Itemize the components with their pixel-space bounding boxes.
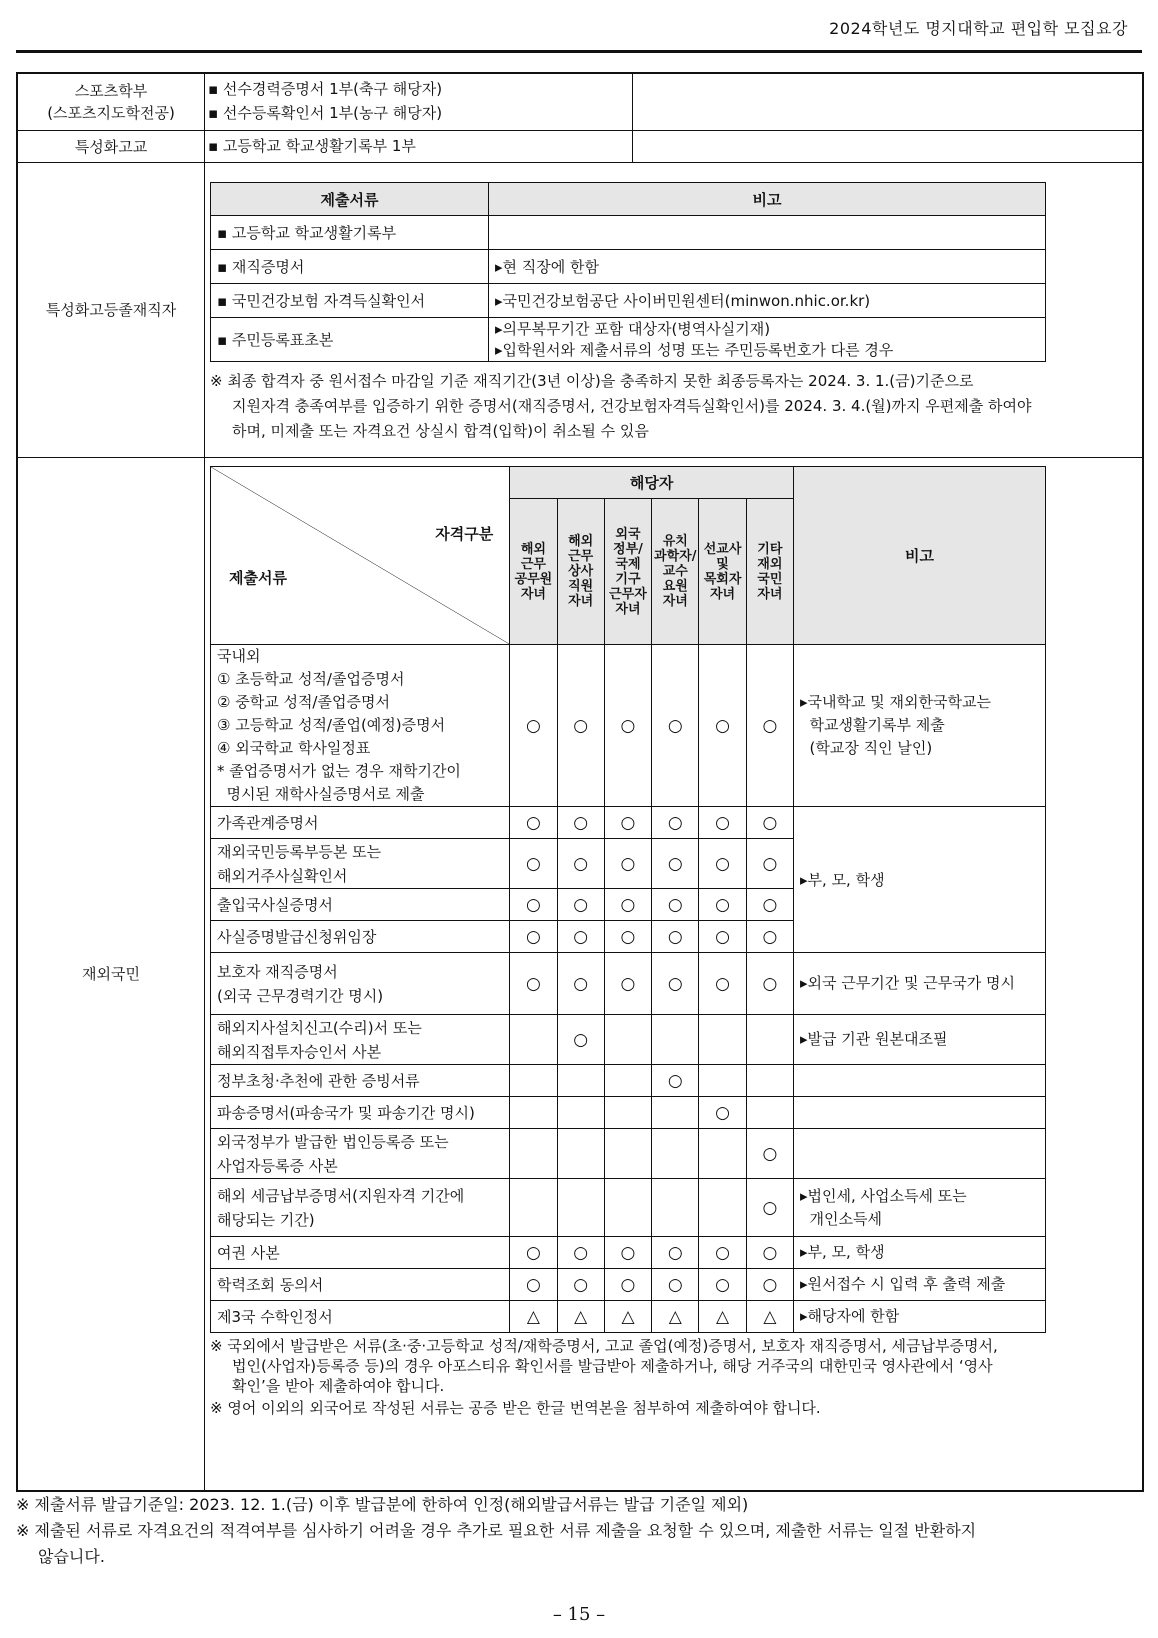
mark-cell	[557, 1129, 604, 1179]
mark-cell: ○	[604, 1237, 651, 1269]
mark-cell: ○	[746, 1269, 793, 1301]
overseas-notice-1a: ※ 국외에서 발급받은 서류(초·중·고등학교 성적/재학증명서, 고교 졸업(예정)증명서, 보호자 재직증명서, 세금납부증명서,	[210, 1337, 998, 1355]
mark-cell	[604, 1129, 651, 1179]
doc-cell	[211, 839, 510, 889]
mark-cell: ○	[510, 921, 557, 953]
column-header-line: 상사	[568, 564, 594, 579]
mark-cell: ○	[746, 1237, 793, 1269]
mark-cell: △	[604, 1301, 651, 1333]
overseas-notice-1b: 법인(사업자)등록증 등)의 경우 아포스티유 확인서를 발급받아 제출하거나, 해당 거주국의 대한민국 영사관에서 ‘영사	[232, 1357, 993, 1375]
table-cell-doc: ▪ 국민건강보험 자격득실확인서	[211, 284, 489, 318]
mark-cell: ○	[510, 1237, 557, 1269]
note-cell	[794, 1129, 1046, 1179]
row-label-sports	[18, 74, 204, 130]
column-header-line: 자녀	[757, 586, 783, 602]
column-header-line: 기구	[615, 571, 641, 587]
note-cell	[794, 645, 1046, 807]
diagonal-top-label: 자격구분	[435, 525, 494, 543]
overseas-table	[210, 466, 1046, 1333]
mark-cell	[557, 1065, 604, 1097]
doc-line: ④ 외국학교 학사일정표	[217, 739, 371, 757]
table-row	[211, 645, 1046, 807]
table-row	[211, 1179, 1046, 1237]
mark-cell: ○	[746, 839, 793, 889]
column-header-line: 자녀	[662, 594, 688, 609]
overseas-label: 재외국민	[82, 965, 140, 983]
mark-cell	[746, 1015, 793, 1065]
column-divider	[204, 74, 205, 1490]
column-header-line: 해외	[520, 541, 546, 557]
column-header-line: 근무	[520, 556, 546, 572]
mark-cell	[604, 1015, 651, 1065]
mark-cell: ○	[699, 1097, 746, 1129]
sports-divider	[632, 74, 633, 162]
overseas-notice-2: ※ 영어 이외의 외국어로 작성된 서류는 공증 받은 한글 번역본을 첨부하여 제출하여야 합니다.	[210, 1399, 821, 1417]
special-worker-table	[210, 182, 1046, 362]
doc-line: 여권 사본	[217, 1243, 280, 1262]
doc-line: 국내외	[217, 647, 261, 665]
table-cell-note: ▸현 직장에 한함	[489, 250, 1046, 284]
column-header-line: 유치	[662, 534, 688, 549]
doc-line: 해외직접투자승인서 사본	[217, 1042, 382, 1061]
special-label: 특성화고교	[74, 137, 148, 156]
column-header	[557, 499, 604, 645]
mark-cell: ○	[652, 953, 699, 1015]
table-row	[211, 1065, 1046, 1097]
doc-line: (외국 근무경력기간 명시)	[217, 986, 384, 1005]
mark-cell	[510, 1179, 557, 1237]
table-cell-doc: ▪ 고등학교 학교생활기록부	[211, 216, 489, 250]
mark-cell: ○	[604, 889, 651, 921]
mark-cell: △	[652, 1301, 699, 1333]
mark-cell: ○	[746, 645, 793, 807]
mark-cell: ○	[604, 953, 651, 1015]
overseas-notice-1c: 확인’을 받아 제출하여야 합니다.	[232, 1377, 445, 1395]
mark-cell	[604, 1065, 651, 1097]
column-header-line: 목회자	[703, 571, 742, 587]
note-cell	[794, 1301, 1046, 1333]
table-row	[211, 1129, 1046, 1179]
note-cell	[794, 953, 1046, 1015]
note-line: 학교생활기록부 제출	[800, 716, 945, 734]
page-header	[16, 0, 1142, 53]
doc-cell	[211, 889, 510, 921]
mark-cell: ○	[652, 1237, 699, 1269]
mark-cell: ○	[557, 839, 604, 889]
doc-cell	[211, 645, 510, 807]
page-number: – 15 –	[552, 1604, 606, 1625]
column-header-line: 및	[716, 556, 729, 572]
mark-cell: ○	[510, 1269, 557, 1301]
mark-cell: ○	[557, 953, 604, 1015]
table-header-docs: 제출서류	[211, 183, 489, 216]
mark-cell: ○	[699, 953, 746, 1015]
doc-line: 외국정부가 발급한 법인등록증 또는	[217, 1132, 449, 1151]
mark-cell: ○	[652, 839, 699, 889]
mark-cell: ○	[557, 889, 604, 921]
mark-cell: ○	[652, 921, 699, 953]
doc-cell	[211, 807, 510, 839]
mark-cell	[652, 1129, 699, 1179]
column-header-line: 자녀	[615, 601, 641, 617]
column-header-line: 국제	[615, 556, 641, 572]
diagonal-bottom-label: 제출서류	[229, 569, 287, 587]
special-worker-notice-2: 지원자격 충족여부를 입증하기 위한 증명서(재직증명서, 건강보험자격득실확인서)를 2024. 3. 4.(월)까지 우편제출 하여야	[232, 397, 1032, 415]
table-row	[211, 1301, 1046, 1333]
note-line: ▸국내학교 및 재외한국학교는	[800, 693, 991, 711]
mark-cell: ○	[557, 1269, 604, 1301]
note-line: ▸외국 근무기간 및 근무국가 명시	[800, 974, 1015, 992]
footnote-issue-date: ※ 제출서류 발급기준일: 2023. 12. 1.(금) 이후 발급분에 한하여 인정(해외발급서류는 발급 기준일 제외)	[16, 1495, 749, 1514]
note-line: ▸입학원서와 제출서류의 성명 또는 주민등록번호가 다른 경우	[495, 340, 894, 359]
special-item-1: ▪ 고등학교 학교생활기록부 1부	[208, 137, 416, 155]
column-header-line: 정부/	[613, 541, 643, 557]
mark-cell: ○	[604, 839, 651, 889]
doc-line: 제3국 수학인정서	[217, 1307, 333, 1326]
mark-cell: ○	[652, 1065, 699, 1097]
mark-cell	[699, 1179, 746, 1237]
column-header-line: 교수	[662, 564, 688, 579]
mark-cell	[604, 1179, 651, 1237]
note-cell	[794, 1237, 1046, 1269]
doc-line: 출입국사실증명서	[217, 895, 333, 914]
mark-cell	[699, 1129, 746, 1179]
column-header-line: 기타	[757, 541, 783, 557]
mark-cell	[510, 1097, 557, 1129]
mark-cell: ○	[699, 645, 746, 807]
doc-line: ② 중학교 성적/졸업증명서	[217, 693, 390, 711]
mark-cell: ○	[652, 645, 699, 807]
doc-cell	[211, 953, 510, 1015]
doc-cell	[211, 1065, 510, 1097]
note-cell	[794, 807, 1046, 953]
mark-cell: ○	[557, 1237, 604, 1269]
column-header-line: 과학자/	[654, 549, 697, 564]
mark-cell	[604, 1097, 651, 1129]
doc-line: 사업자등록증 사본	[217, 1156, 338, 1175]
mark-cell: ○	[652, 1269, 699, 1301]
table-row	[211, 1269, 1046, 1301]
mark-cell: ○	[604, 921, 651, 953]
mark-cell: ○	[557, 921, 604, 953]
mark-cell: ○	[604, 1269, 651, 1301]
column-header-line: 외국	[615, 526, 641, 542]
table-row	[211, 807, 1046, 839]
column-header-line: 자녀	[710, 586, 736, 602]
mark-cell	[652, 1097, 699, 1129]
mark-cell: ○	[510, 807, 557, 839]
column-header-line: 근무	[568, 549, 594, 564]
table-row	[211, 1237, 1046, 1269]
mark-cell: ○	[510, 645, 557, 807]
note-line: ▸부, 모, 학생	[800, 1243, 885, 1261]
doc-line: 정부초청·추천에 관한 증빙서류	[217, 1071, 420, 1090]
note-cell	[794, 1097, 1046, 1129]
mark-cell: △	[746, 1301, 793, 1333]
special-worker-label: 특성화고등졸재직자	[45, 301, 177, 319]
column-header	[652, 499, 699, 645]
note-header: 비고	[794, 467, 1046, 645]
header-title: 2024학년도 명지대학교 편입학 모집요강	[829, 19, 1128, 38]
mark-cell: ○	[699, 889, 746, 921]
note-line: 개인소득세	[800, 1209, 883, 1228]
mark-cell	[652, 1179, 699, 1237]
table-cell-doc: ▪ 재직증명서	[211, 250, 489, 284]
mark-cell: ○	[699, 921, 746, 953]
mark-cell: ○	[746, 953, 793, 1015]
column-header-line: 공무원	[514, 571, 553, 587]
doc-line: * 졸업증명서가 없는 경우 재학기간이	[217, 762, 461, 780]
group-header: 해당자	[510, 467, 794, 499]
mark-cell: ○	[746, 1179, 793, 1237]
mark-cell: ○	[746, 1129, 793, 1179]
mark-cell: ○	[699, 1269, 746, 1301]
column-header-line: 선교사	[703, 541, 742, 557]
doc-cell	[211, 1015, 510, 1065]
mark-cell: ○	[510, 839, 557, 889]
doc-line: 해외거주사실확인서	[217, 866, 348, 885]
table-cell-note	[489, 318, 1046, 362]
diagonal-header-cell	[211, 467, 510, 645]
doc-line: 가족관계증명서	[217, 813, 319, 832]
row-label-special-worker	[18, 163, 204, 457]
table-cell-note: ▸국민건강보험공단 사이버민원센터(minwon.nhic.or.kr)	[489, 284, 1046, 318]
table-cell-doc: ▪ 주민등록표초본	[211, 318, 489, 362]
column-header-line: 자녀	[520, 586, 546, 602]
mark-cell: △	[699, 1301, 746, 1333]
column-header-line: 재외	[757, 556, 783, 572]
column-header-line: 직원	[568, 579, 594, 594]
doc-line: ③ 고등학교 성적/졸업(예정)증명서	[217, 716, 446, 734]
mark-cell: ○	[557, 807, 604, 839]
column-header	[510, 499, 557, 645]
column-header-line: 국민	[757, 571, 783, 587]
column-header	[699, 499, 746, 645]
doc-cell	[211, 1237, 510, 1269]
mark-cell: ○	[699, 1237, 746, 1269]
mark-cell: ○	[510, 953, 557, 1015]
mark-cell	[557, 1097, 604, 1129]
sports-label-line1: 스포츠학부	[74, 82, 148, 100]
mark-cell	[557, 1179, 604, 1237]
mark-cell: ○	[557, 645, 604, 807]
table-row	[211, 1097, 1046, 1129]
note-cell	[794, 1015, 1046, 1065]
column-header	[604, 499, 651, 645]
note-line: ▸의무복무기간 포함 대상자(병역사실기재)	[495, 319, 771, 338]
note-line: ▸부, 모, 학생	[800, 871, 885, 889]
mark-cell	[510, 1015, 557, 1065]
doc-line: ① 초등학교 성적/졸업증명서	[217, 670, 405, 688]
mark-cell: ○	[746, 889, 793, 921]
mark-cell	[510, 1129, 557, 1179]
diagonal-line	[211, 467, 509, 644]
mark-cell: ○	[746, 807, 793, 839]
column-header-line: 자녀	[568, 594, 594, 609]
note-cell	[794, 1065, 1046, 1097]
mark-cell	[652, 1015, 699, 1065]
note-cell	[794, 1269, 1046, 1301]
doc-cell	[211, 1097, 510, 1129]
mark-cell: ○	[604, 645, 651, 807]
mark-cell: ○	[746, 921, 793, 953]
mark-cell: △	[557, 1301, 604, 1333]
mark-cell: ○	[699, 807, 746, 839]
doc-line: 재외국민등록부등본 또는	[217, 842, 382, 861]
note-cell	[794, 1179, 1046, 1237]
note-line: ▸해당자에 한함	[800, 1307, 900, 1325]
mark-cell: ○	[510, 889, 557, 921]
note-line: ▸원서접수 시 입력 후 출력 제출	[800, 1275, 1006, 1293]
doc-line: 해당되는 기간)	[217, 1210, 315, 1229]
doc-cell	[211, 1269, 510, 1301]
note-line: ▸법인세, 사업소득세 또는	[800, 1186, 967, 1205]
doc-line: 파송증명서(파송국가 및 파송기간 명시)	[217, 1103, 475, 1122]
table-header-note: 비고	[489, 183, 1046, 216]
doc-line: 사실증명발급신청위임장	[217, 927, 377, 946]
doc-cell	[211, 1129, 510, 1179]
mark-cell: ○	[652, 889, 699, 921]
mark-cell	[699, 1015, 746, 1065]
documents-table	[16, 72, 1144, 1492]
sports-label-line2: (스포츠지도학전공)	[47, 104, 175, 122]
doc-cell	[211, 1301, 510, 1333]
footnote-additional-docs-cont: 않습니다.	[38, 1547, 105, 1566]
mark-cell	[510, 1065, 557, 1097]
note-line: ▸발급 기관 원본대조필	[800, 1030, 948, 1048]
doc-line: 명시된 재학사실증명서로 제출	[217, 785, 425, 803]
mark-cell	[746, 1065, 793, 1097]
mark-cell: ○	[557, 1015, 604, 1065]
sports-item-2: ▪ 선수등록확인서 1부(농구 해당자)	[208, 104, 443, 122]
row-label-special	[18, 131, 204, 162]
doc-line: 해외 세금납부증명서(지원자격 기간에	[217, 1186, 465, 1205]
mark-cell: ○	[652, 807, 699, 839]
footnote-additional-docs: ※ 제출된 서류로 자격요건의 적격여부를 심사하기 어려울 경우 추가로 필요한 서류 제출을 요청할 수 있으며, 제출한 서류는 일절 반환하지	[16, 1521, 977, 1540]
special-worker-notice-3: 하며, 미제출 또는 자격요건 상실시 합격(입학)이 취소될 수 있음	[232, 422, 649, 440]
special-worker-notice-1: ※ 최종 합격자 중 원서접수 마감일 기준 재직기간(3년 이상)을 충족하지 못한 최종등록자는 2024. 3. 1.(금)기준으로	[210, 372, 974, 390]
column-header-line: 근무자	[609, 586, 647, 602]
mark-cell	[699, 1065, 746, 1097]
table-row	[211, 953, 1046, 1015]
column-header	[746, 499, 793, 645]
note-line: (학교장 직인 날인)	[800, 739, 933, 757]
column-header-line: 요원	[662, 579, 688, 594]
doc-line: 해외지사설치신고(수리)서 또는	[217, 1018, 422, 1037]
table-cell-note	[489, 216, 1046, 250]
mark-cell	[746, 1097, 793, 1129]
mark-cell: △	[510, 1301, 557, 1333]
mark-cell: ○	[604, 807, 651, 839]
table-row	[211, 1015, 1046, 1065]
doc-cell	[211, 1179, 510, 1237]
row-label-overseas	[18, 458, 204, 1490]
doc-line: 학력조회 동의서	[217, 1275, 324, 1294]
sports-item-1: ▪ 선수경력증명서 1부(축구 해당자)	[208, 80, 443, 98]
mark-cell: ○	[699, 839, 746, 889]
column-header-line: 해외	[568, 534, 594, 549]
doc-line: 보호자 재직증명서	[217, 962, 338, 981]
doc-cell	[211, 921, 510, 953]
